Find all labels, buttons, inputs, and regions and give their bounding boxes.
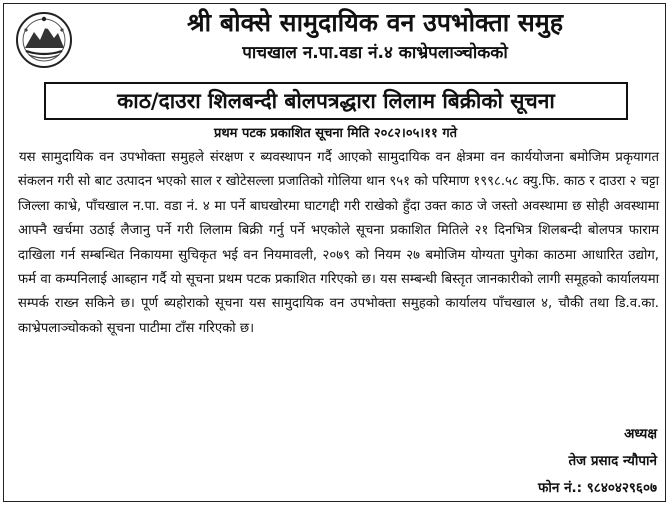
signatory-name: तेज प्रसाद न्यौपाने <box>568 453 657 469</box>
publication-date: प्रथम पटक प्रकाशित सूचना मिति २०८२।०५।११ गते <box>213 126 458 141</box>
notice-title: काठ/दाउरा शिलबन्दी बोलपत्रद्धारा लिलाम बिक्रीको सूचना <box>44 82 628 120</box>
notice-body: यस सामुदायिक वन उपभोक्ता समुहले संरक्षण र ब्यवस्थापन गर्दै आएको सामुदायिक वन क्षेत्रमा वन कार्ययोजना बमोजिम प्रकृयागत संकलन गरी सो बाट उत्पादन भएको साल र खोटेसल्ला प्रजातिको गोलिया थान ९५१ को परिमाण १९९८.५८ क्यु.फि. काठ र दाउरा २ चट्टा जिल्ला काभ्रे, पाँचखाल न.पा. वडा नं. ४ मा पर्ने बाघखोरमा घाटगद्दी गरी राखेको हुँदा उक्त काठ जे जस्तो अवस्थामा छ सोही अवस्थामा आफ्नै खर्चमा उठाई लैजानु पर्ने गरी लिलाम बिक्री गर्नु पर्ने भएकोले सूचना प्रकाशित मितिले २१ दिनभित्र शिलबन्दी बोलपत्र फाराम दाखिला गर्न सम्बन्धित निकायमा सुचिकृत भई वन नियमावली, २०७९ को नियम २७ बमोजिम योग्यता पुगेका काठमा आधारित उद्योग, फर्म वा कम्पनिलाई आब्हान गर्दै यो सूचना प्रथम पटक प्रकाशित गरिएको छ। यस सम्बन्धी बिस्तृत जानकारीको लागी समूहको कार्यालयमा सम्पर्क राख्न सकिने छ। पूर्ण ब्यहोराको सूचना यस सामुदायिक वन उपभोक्ता समुहको कार्यालय पाँचखाल ४, चौकी तथा डि.व.का. काभ्रेपलाञ्चोकको सूचना पाटीमा टाँस गरिएको छ। <box>18 150 659 336</box>
organization-name: श्री बोक्से सामुदायिक वन उपभोक्ता समुह <box>186 8 564 37</box>
signatory-title: अध्यक्ष <box>624 426 657 442</box>
contact-phone: फोन नं.: ९८४०४२९६०७ <box>537 480 657 496</box>
organization-address: पाचखाल न.पा.वडा नं.४ काभ्रेपलाञ्चोकको <box>242 43 508 63</box>
nepal-emblem-icon <box>14 10 74 70</box>
